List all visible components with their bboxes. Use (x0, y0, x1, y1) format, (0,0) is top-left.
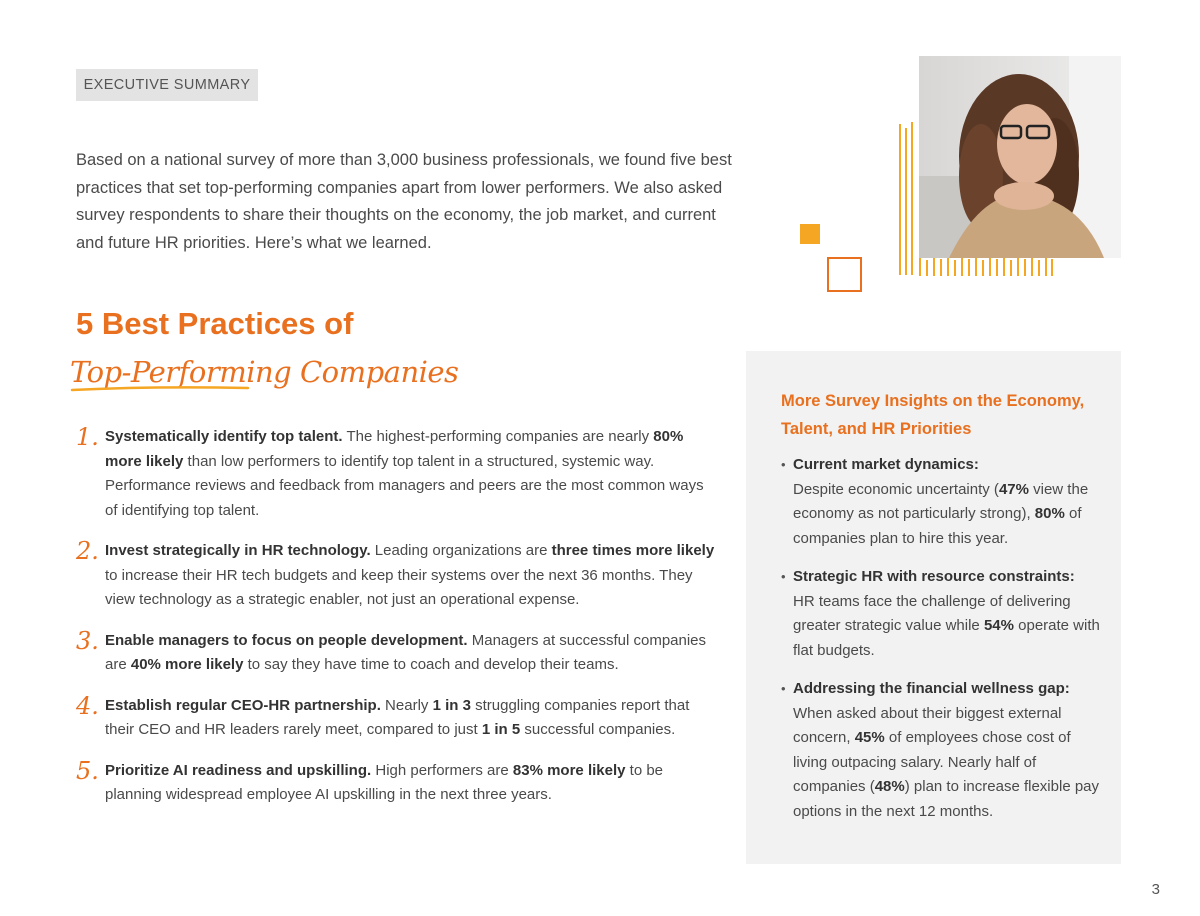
emphasis-text: 47% (998, 480, 1029, 498)
insights-list (781, 453, 1101, 824)
best-practice-item (76, 425, 716, 523)
body-text: than low performers to identify top talent in a structured, systemic way. Performance reviews and feedback from managers and peers are the most common ways of identifying top talent. (105, 452, 704, 519)
body-text: Despite economic uncertainty ( (793, 480, 999, 498)
emphasis-text: Addressing the financial wellness gap: (793, 680, 1070, 697)
body-text: HR teams face the challenge of delivering greater strategic value while (793, 592, 1071, 634)
emphasis-text: three times more likely (551, 542, 715, 559)
bullet-icon: • (781, 457, 786, 472)
body-text: Leading organizations are (370, 542, 552, 559)
best-practice-item (76, 691, 716, 743)
practice-number: 4. (76, 691, 99, 720)
body-text: When asked about their biggest external concern, (793, 704, 1062, 746)
insight-item (781, 453, 1101, 551)
body-text: to be planning widespread employee AI upskilling in the next three years. (105, 761, 664, 803)
body-text: ) plan to increase flexible pay options in the next 12 months. (793, 778, 1100, 820)
emphasis-text: Invest strategically in HR technology. (105, 542, 371, 559)
body-text: operate with flat budgets. (793, 617, 1100, 659)
body-text: view the economy as not particularly strong), (793, 480, 1089, 522)
body-text: The highest-performing companies are nearly (342, 428, 654, 445)
emphasis-text: Systematically identify top talent. (105, 428, 343, 445)
body-text: to increase their HR tech budgets and keep their systems over the next 36 months. They view technology as a strategic enabler, not just an operational expense. (105, 566, 693, 608)
emphasis-text: 80% (1034, 505, 1065, 522)
emphasis-text: 54% (983, 617, 1014, 634)
insights-panel (746, 351, 1121, 864)
body-text: successful companies. (520, 721, 676, 738)
body-text: of employees chose cost of living outpacing salary. Nearly half of companies ( (793, 729, 1071, 795)
body-text: Managers at successful companies are (105, 631, 707, 673)
emphasis-text: 80% more likely (105, 428, 684, 470)
best-practice-item (76, 756, 716, 808)
practice-number: 5. (76, 756, 99, 785)
best-practice-item (76, 539, 716, 613)
emphasis-text: Strategic HR with resource constraints: (793, 568, 1075, 585)
body-text: struggling companies report that their CEO and HR leaders rarely meet, compared to just (105, 696, 690, 738)
emphasis-text: Current market dynamics: (793, 456, 979, 473)
bullet-icon: • (781, 569, 786, 584)
insight-item (781, 677, 1101, 824)
section-title: 5 Best Practices of (76, 306, 354, 341)
emphasis-text: 48% (874, 778, 905, 795)
insight-item (781, 565, 1101, 663)
emphasis-text: 45% (854, 729, 885, 746)
emphasis-text: 83% more likely (512, 761, 626, 779)
bullet-icon: • (781, 681, 786, 696)
emphasis-text: 40% more likely (130, 656, 244, 673)
practice-number: 3. (76, 626, 99, 655)
emphasis-text: 1 in 3 (432, 696, 471, 714)
practice-number: 1. (76, 423, 99, 451)
decorative-shapes (790, 110, 1070, 310)
emphasis-text: Enable managers to focus on people development. (105, 631, 468, 649)
body-text: Nearly (380, 696, 433, 714)
best-practices-list (76, 425, 716, 808)
script-title-text: Top-Performing Companies (70, 355, 459, 389)
best-practice-item (76, 626, 716, 678)
intro-paragraph: Based on a national survey of more than 3,000 business professionals, we found five best practices that set top-performing companies apart from lower performers. We also asked survey respondents to share their thoughts on the economy, the job market, and current and future HR priorities. Here’s what we learned. (76, 151, 732, 252)
section-tag: EXECUTIVE SUMMARY (76, 69, 258, 101)
body-text: High performers are (371, 761, 513, 779)
emphasis-text: 1 in 5 (481, 721, 521, 738)
body-text: to say they have time to coach and develop their teams. (243, 656, 619, 673)
emphasis-text: Prioritize AI readiness and upskilling. (105, 761, 372, 779)
insights-panel-title: More Survey Insights on the Economy, Talent, and HR Priorities (781, 392, 1085, 438)
page-number: 3 (1151, 881, 1160, 898)
emphasis-text: Establish regular CEO-HR partnership. (105, 696, 381, 714)
practice-number: 2. (76, 537, 99, 565)
body-text: of companies plan to hire this year. (793, 505, 1082, 547)
script-title (66, 346, 459, 408)
